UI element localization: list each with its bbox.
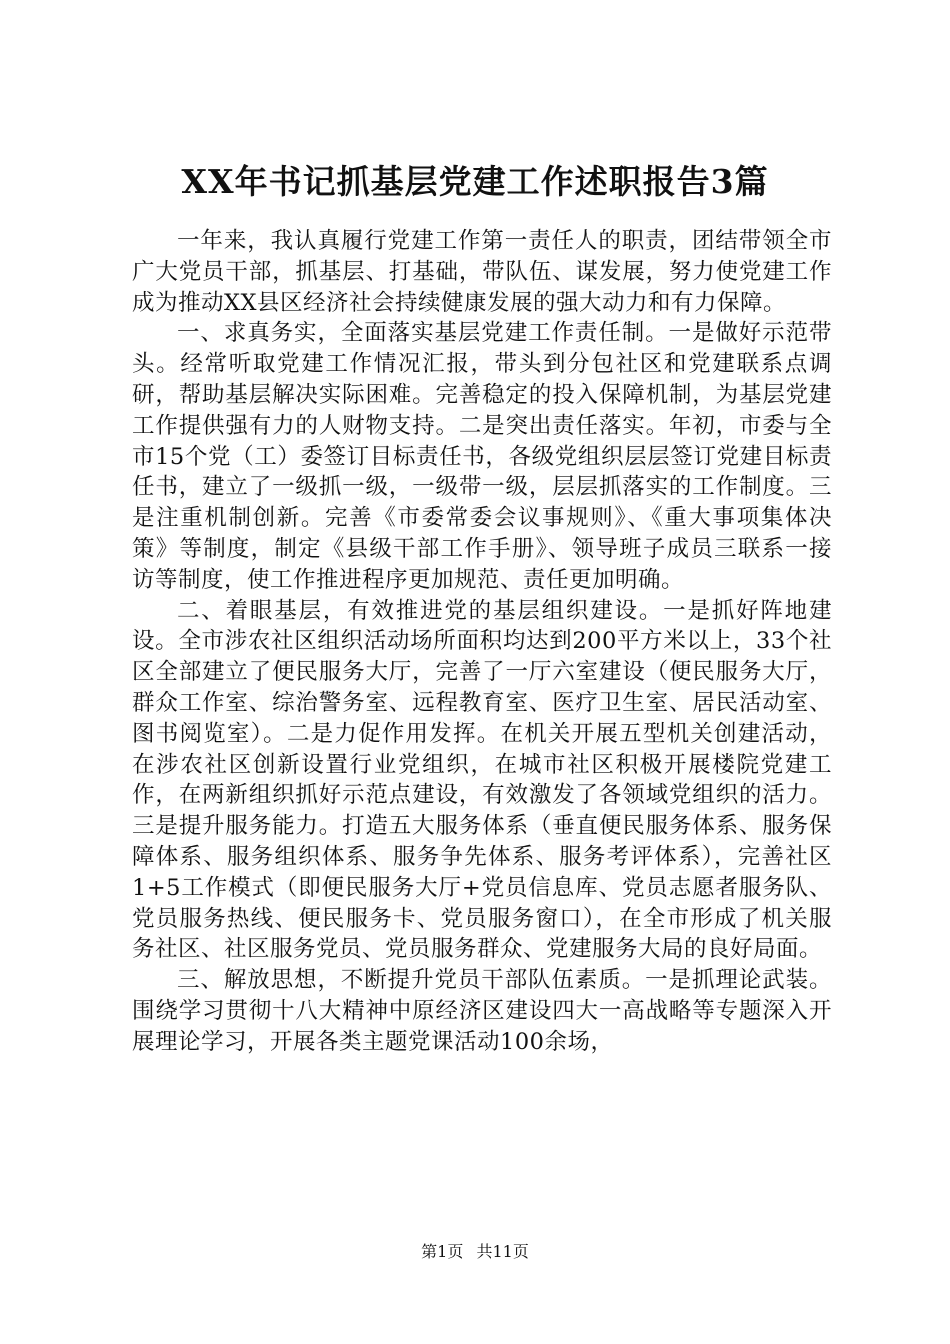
page-number: 第1页 [421,1242,464,1261]
page-total: 共11页 [476,1242,529,1261]
paragraph-section-2: 二、着眼基层，有效推进党的基层组织建设。一是抓好阵地建设。全市涉农社区组织活动场所面积均达到200平方米以上，33个社区全部建立了便民服务大厅，完善了一厅六室建设（便民服务大厅，群众工作室、综治警务室、远程教育室、医疗卫生室、居民活动室、图书阅览室）。二是力促作用发挥。在机关开展五型机关创建活动，在涉农社区创新设置行业党组织，在城市社区积极开展楼院党建工作，在两新组织抓好示范点建设，有效激发了各领域党组织的活力。三是提升服务能力。打造五大服务体系（垂直便民服务体系、服务保障体系、服务组织体系、服务争先体系、服务考评体系），完善社区1+5工作模式（即便民服务大厅+党员信息库、党员志愿者服务队、党员服务热线、便民服务卡、党员服务窗口），在全市形成了机关服务社区、社区服务党员、党员服务群众、党建服务大局的良好局面。 [132,597,832,963]
paragraph-intro: 一年来，我认真履行党建工作第一责任人的职责，团结带领全市广大党员干部，抓基层、打基础，带队伍、谋发展，努力使党建工作成为推动XX县区经济社会持续健康发展的强大动力和有力保障。 [132,228,832,316]
paragraph-section-1: 一、求真务实，全面落实基层党建工作责任制。一是做好示范带头。经常听取党建工作情况汇报，带头到分包社区和党建联系点调研，帮助基层解决实际困难。完善稳定的投入保障机制，为基层党建工作提供强有力的人财物支持。二是突出责任落实。年初，市委与全市15个党（工）委签订目标责任书，各级党组织层层签订党建目标责任书，建立了一级抓一级，一级带一级，层层抓落实的工作制度。三是注重机制创新。完善《市委常委会议事规则》、《重大事项集体决策》等制度，制定《县级干部工作手册》、领导班子成员三联系一接访等制度，使工作推进程序更加规范、责任更加明确。 [132,320,832,593]
document-title: XX年书记抓基层党建工作述职报告3篇 [181,162,769,201]
document-body [132,226,832,1058]
paragraph-section-3: 三、解放思想，不断提升党员干部队伍素质。一是抓理论武装。围绕学习贯彻十八大精神中原经济区建设四大一高战略等专题深入开展理论学习，开展各类主题党课活动100余场， [132,967,832,1055]
page-footer [0,1240,950,1264]
